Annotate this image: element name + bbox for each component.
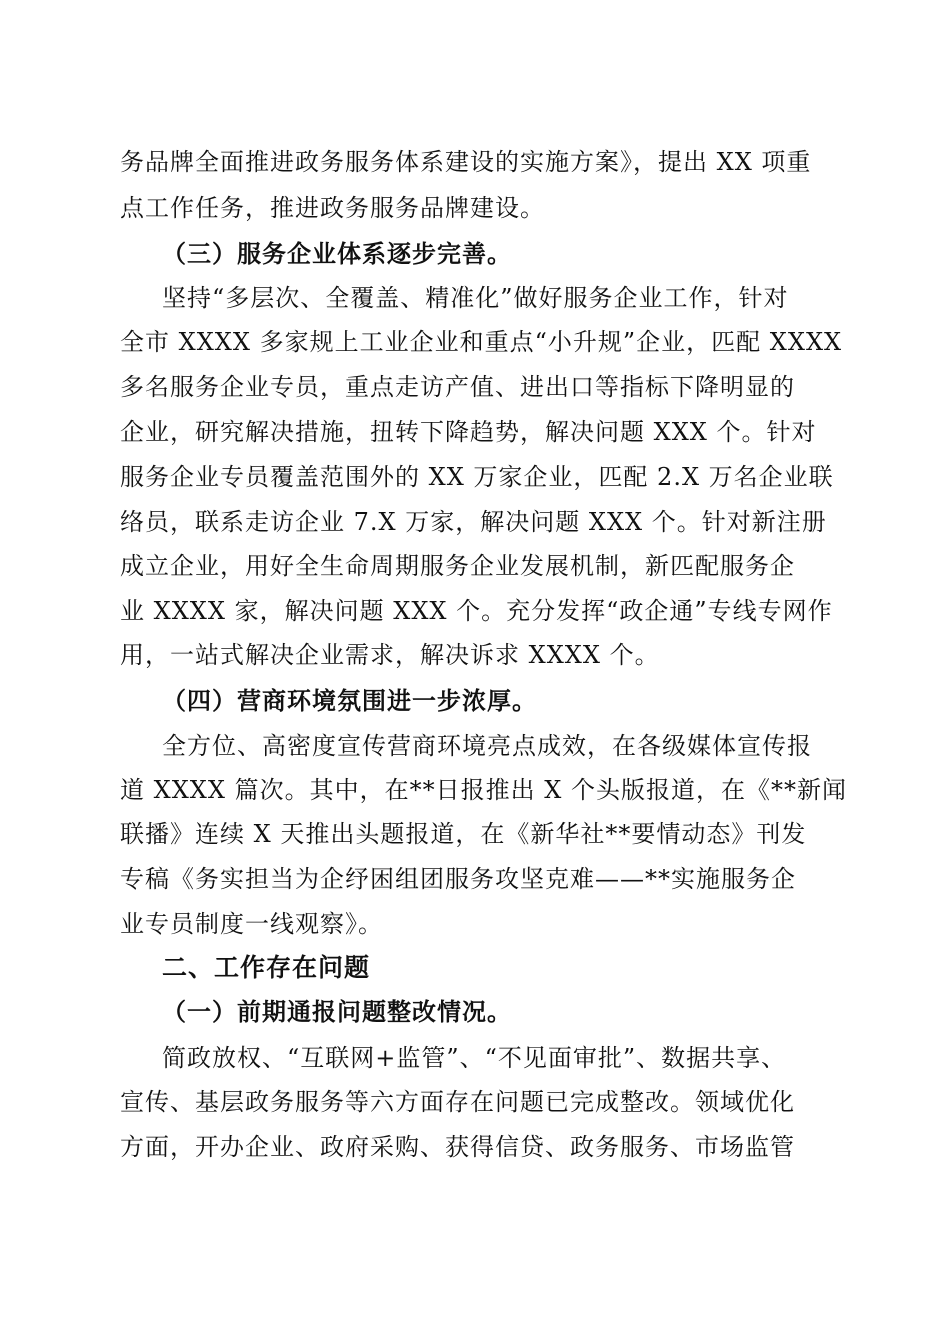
paragraph-line: 点工作任务，推进政务服务品牌建设。: [120, 194, 545, 222]
paragraph-line: 简政放权、“互联网+监管”、“不见面审批”、数据共享、: [162, 1044, 787, 1072]
chapter-heading: 二、工作存在问题: [162, 953, 371, 982]
paragraph-line: 坚持“多层次、全覆盖、精准化”做好服务企业工作，针对: [162, 284, 789, 312]
paragraph-line: 企业，研究解决措施，扭转下降趋势，解决问题 XXX 个。针对: [120, 418, 817, 446]
paragraph-line: 络员，联系走访企业 7.X 万家，解决问题 XXX 个。针对新注册: [120, 508, 827, 536]
paragraph-line: 多名服务企业专员，重点走访产值、进出口等指标下降明显的: [120, 373, 795, 401]
paragraph-line: 业 XXXX 家，解决问题 XXX 个。充分发挥“政企通”专线专网作: [120, 597, 833, 625]
paragraph-line: 道 XXXX 篇次。其中，在**日报推出 X 个头版报道，在《**新闻: [120, 776, 847, 804]
paragraph-line: 用，一站式解决企业需求，解决诉求 XXXX 个。: [120, 641, 660, 669]
section-heading-3: （三）服务企业体系逐步完善。: [162, 239, 512, 268]
paragraph-line: 全方位、高密度宣传营商环境亮点成效，在各级媒体宣传报: [162, 732, 812, 760]
paragraph-line: 全市 XXXX 多家规上工业企业和重点“小升规”企业，匹配 XXXX: [120, 328, 843, 356]
paragraph-line: 联播》连续 X 天推出头题报道，在《新华社**要情动态》刊发: [120, 820, 807, 848]
section-heading-1: （一）前期通报问题整改情况。: [162, 997, 512, 1026]
paragraph-line: 业专员制度一线观察》。: [120, 910, 383, 938]
paragraph-line: 宣传、基层政务服务等六方面存在问题已完成整改。领域优化: [120, 1088, 795, 1116]
paragraph-line: 务品牌全面推进政务服务体系建设的实施方案》，提出 XX 项重: [120, 148, 812, 176]
paragraph-line: 方面，开办企业、政府采购、获得信贷、政务服务、市场监管: [120, 1133, 795, 1161]
paragraph-line: 服务企业专员覆盖范围外的 XX 万家企业，匹配 2.X 万名企业联: [120, 463, 834, 491]
paragraph-line: 专稿《务实担当为企纾困组团服务攻坚克难——**实施服务企: [120, 865, 796, 893]
section-heading-4: （四）营商环境氛围进一步浓厚。: [162, 686, 537, 715]
paragraph-line: 成立企业，用好全生命周期服务企业发展机制，新匹配服务企: [120, 552, 795, 580]
